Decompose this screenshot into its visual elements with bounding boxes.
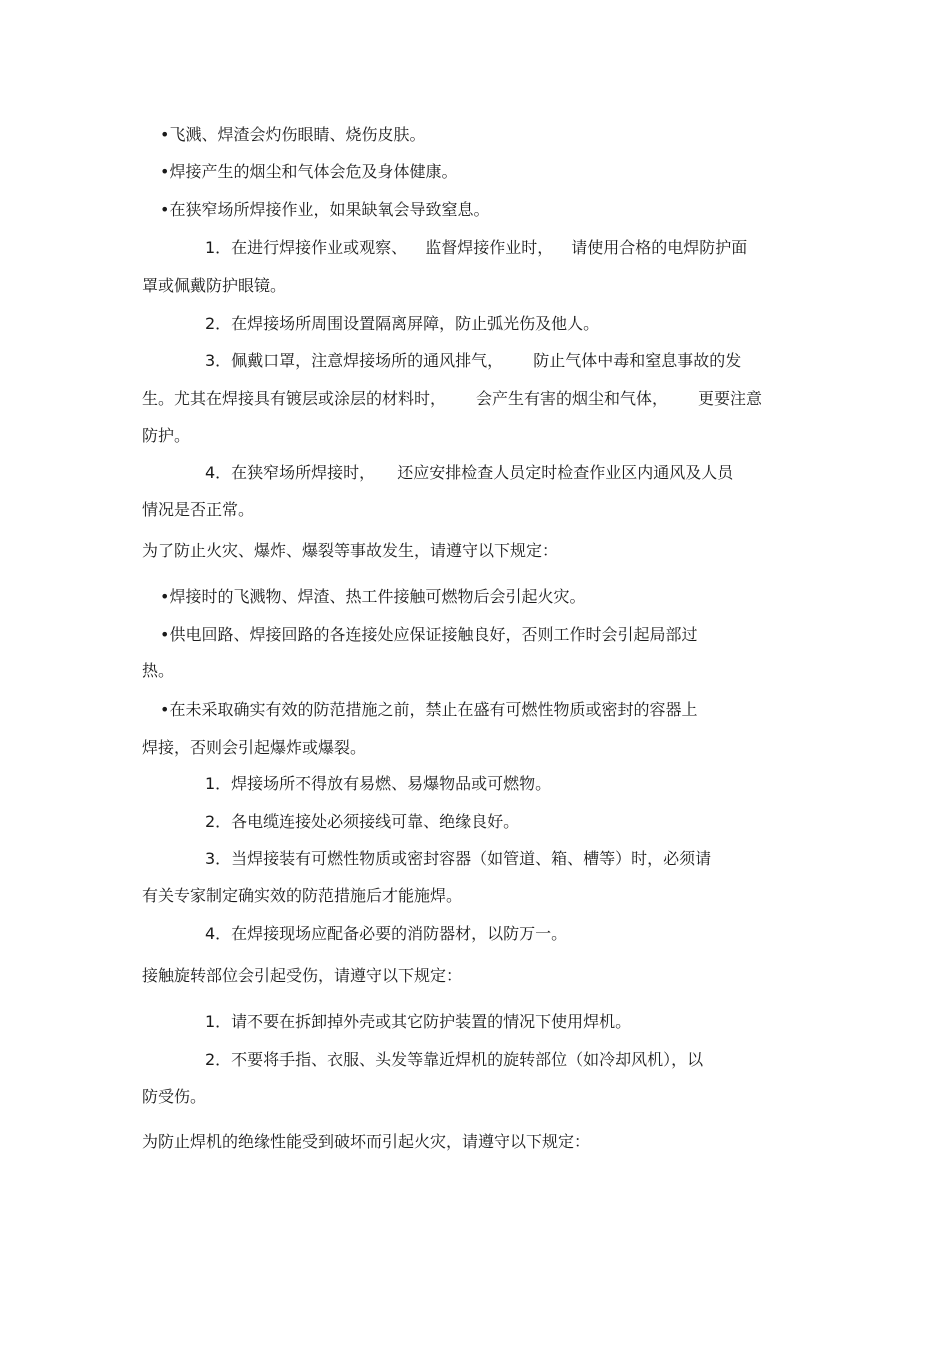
numbered-item-line: 1．焊接场所不得放有易燃、易爆物品或可燃物。: [205, 774, 552, 793]
continuation-line: [142, 389, 762, 409]
text-segment: 防止气体中毒和窒息事故的发: [533, 351, 742, 370]
continuation-line: 热。: [142, 661, 175, 680]
section-intro: 接触旋转部位会引起受伤，请遵守以下规定：: [142, 966, 463, 985]
continuation-line: 罩或佩戴防护眼镜。: [142, 276, 287, 295]
numbered-item-line: 2．在焊接场所周围设置隔离屏障，防止弧光伤及他人。: [205, 314, 600, 333]
numbered-item-line: 3．当焊接装有可燃性物质或密封容器（如管道、箱、槽等）时，必须请: [205, 849, 712, 868]
text-segment: 还应安排检查人员定时检查作业区内通风及人员: [397, 463, 734, 482]
text-segment: 3．佩戴口罩，注意焊接场所的通风排气，: [205, 351, 504, 370]
continuation-line: 焊接，否则会引起爆炸或爆裂。: [142, 738, 367, 757]
numbered-item-line: 1．请不要在拆卸掉外壳或其它防护装置的情况下使用焊机。: [205, 1012, 632, 1031]
bullet-line: •在狭窄场所焊接作业，如果缺氧会导致窒息。: [160, 200, 490, 219]
numbered-item-line: [205, 238, 747, 258]
numbered-item-line: 2．不要将手指、衣服、头发等靠近焊机的旋转部位（如冷却风机），以: [205, 1050, 704, 1069]
text-segment: 会产生有害的烟尘和气体，: [476, 389, 669, 408]
section-intro: 为防止焊机的绝缘性能受到破坏而引起火灾，请遵守以下规定：: [142, 1132, 591, 1151]
continuation-line: 情况是否正常。: [142, 500, 255, 519]
text-segment: 生。尤其在焊接具有镀层或涂层的材料时，: [142, 389, 447, 408]
numbered-item-line: 4．在焊接现场应配备必要的消防器材，以防万一。: [205, 924, 568, 943]
text-segment: 请使用合格的电焊防护面: [571, 238, 748, 257]
text-segment: 更要注意: [698, 389, 763, 408]
bullet-line: •焊接时的飞溅物、焊渣、热工件接触可燃物后会引起火灾。: [160, 587, 586, 606]
section-intro: 为了防止火灾、爆炸、爆裂等事故发生，请遵守以下规定：: [142, 541, 559, 560]
numbered-item-line: 2．各电缆连接处必须接线可靠、绝缘良好。: [205, 812, 520, 831]
continuation-line: 防护。: [142, 426, 191, 445]
bullet-line: •供电回路、焊接回路的各连接处应保证接触良好，否则工作时会引起局部过: [160, 625, 698, 644]
continuation-line: 防受伤。: [142, 1087, 207, 1106]
text-segment: 4．在狭窄场所焊接时，: [205, 463, 376, 482]
bullet-line: •在未采取确实有效的防范措施之前，禁止在盛有可燃性物质或密封的容器上: [160, 700, 698, 719]
text-segment: 监督焊接作业时，: [425, 238, 554, 257]
bullet-line: •飞溅、焊渣会灼伤眼睛、烧伤皮肤。: [160, 125, 426, 144]
bullet-line: •焊接产生的烟尘和气体会危及身体健康。: [160, 162, 458, 181]
numbered-item-line: [205, 463, 733, 483]
numbered-item-line: [205, 351, 741, 371]
continuation-line: 有关专家制定确实效的防范措施后才能施焊。: [142, 886, 463, 905]
text-segment: 1．在进行焊接作业或观察、: [205, 238, 408, 257]
